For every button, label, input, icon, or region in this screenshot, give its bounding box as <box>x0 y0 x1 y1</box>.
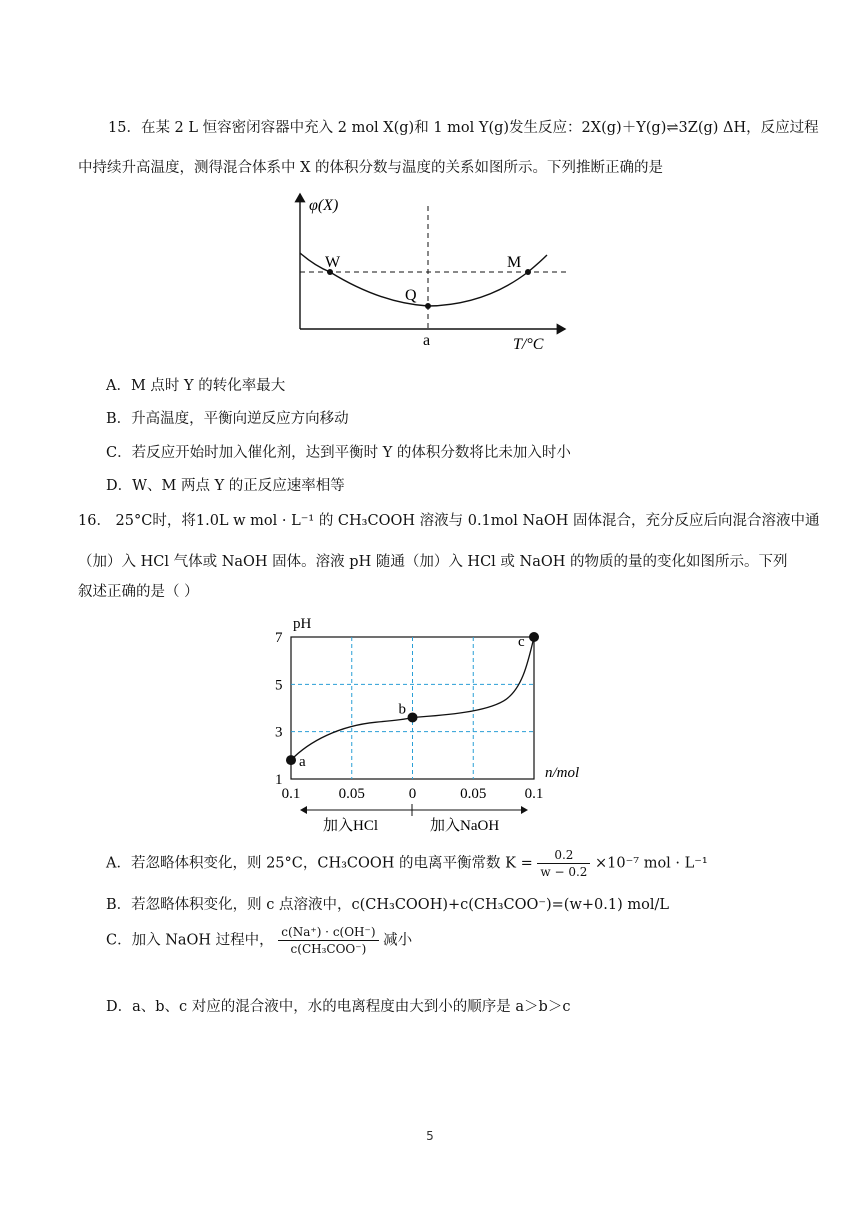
q16-ph-chart <box>265 612 595 837</box>
q16-xtick-2: 0 <box>408 786 417 802</box>
q15-option-a: A．M 点时 Y 的转化率最大 <box>106 378 286 394</box>
q16-ytick-5: 5 <box>275 677 283 694</box>
q16-option-b: B．若忽略体积变化，则 c 点溶液中，c(CH₃COOH)+c(CH₃COO⁻)=(w+0.1) mol/L <box>106 897 669 913</box>
q16-point-c <box>529 632 539 642</box>
q16-option-c-numerator: c(Na⁺) · c(OH⁻) <box>278 925 378 941</box>
q16-option-a-numerator: 0.2 <box>537 848 590 864</box>
q16-stem-line1: 16． 25°C时，将1.0L w mol · L⁻¹ 的 CH₃COOH 溶液与 0.1mol NaOH 固体混合，充分反应后向混合溶液中通 <box>78 513 820 529</box>
q15-option-d: D．W、M 两点 Y 的正反应速率相等 <box>106 478 345 494</box>
q16-curve <box>291 637 534 760</box>
q15-option-b: B．升高温度，平衡向逆反应方向移动 <box>106 411 349 427</box>
q16-option-a-text: A．若忽略体积变化，则 25°C，CH₃COOH 的电离平衡常数 K = <box>106 855 533 872</box>
q16-option-a-denominator: w − 0.2 <box>540 865 588 879</box>
q16-option-d: D．a、b、c 对应的混合液中，水的电离程度由大到小的顺序是 a＞b＞c <box>106 999 571 1015</box>
q16-ylabel: pH <box>293 616 312 632</box>
q16-option-c <box>106 925 412 956</box>
q15-label-q: Q <box>405 287 417 304</box>
q15-label-w: W <box>325 254 341 271</box>
q16-right-label: 加入NaOH <box>430 818 500 834</box>
q16-xlabel: n/mol <box>545 765 580 781</box>
q16-option-a <box>106 848 708 879</box>
q15-point-m <box>525 269 531 275</box>
q16-left-label: 加入HCl <box>323 818 379 834</box>
q16-ytick-7: 7 <box>275 630 283 646</box>
q16-point-label-c: c <box>518 634 525 650</box>
q15-label-m: M <box>507 254 522 271</box>
q15-stem-line2: 中持续升高温度，测得混合体系中 X 的体积分数与温度的关系如图所示。下列推断正确的是 <box>78 160 664 176</box>
q16-point-label-b: b <box>398 701 406 718</box>
q16-xtick-4: 0.1 <box>524 786 544 802</box>
q15-graph <box>285 188 575 353</box>
q16-ytick-3: 3 <box>275 724 283 741</box>
q16-option-c-text: C．加入 NaOH 过程中， <box>106 932 274 949</box>
q16-xtick-0: 0.1 <box>281 786 301 802</box>
q15-stem-line1: 15．在某 2 L 恒容密闭容器中充入 2 mol X(g)和 1 mol Y(g)发生反应：2X(g)＋Y(g)⇌3Z(g) ΔH，反应过程 <box>108 120 819 136</box>
q15-xmark-a: a <box>423 332 431 349</box>
q16-option-a-tail: ×10⁻⁷ mol · L⁻¹ <box>595 855 708 872</box>
q16-xtick-3: 0.05 <box>460 786 487 802</box>
q15-option-c: C．若反应开始时加入催化剂，达到平衡时 Y 的体积分数将比未加入时小 <box>106 445 571 461</box>
q16-option-c-denominator: c(CH₃COO⁻) <box>290 942 367 956</box>
q15-point-q <box>425 303 431 309</box>
q16-xtick-1: 0.05 <box>338 786 365 802</box>
q16-point-b <box>408 712 418 722</box>
q16-ytick-1: 1 <box>275 772 283 788</box>
q16-point-label-a: a <box>299 754 306 771</box>
q16-stem-line2: （加）入 HCl 气体或 NaOH 固体。溶液 pH 随通（加）入 HCl 或 NaOH 的物质的量的变化如图所示。下列 <box>78 554 788 570</box>
q16-point-a <box>286 755 296 765</box>
q15-xlabel: T/°C <box>513 336 544 353</box>
page-number: 5 <box>426 1129 434 1143</box>
q16-option-c-fraction <box>278 925 378 956</box>
q16-option-c-tail: 减小 <box>383 932 413 949</box>
q15-ylabel: φ(X) <box>309 197 339 214</box>
q16-option-a-fraction <box>537 848 590 879</box>
q16-stem-line3: 叙述正确的是（ ） <box>78 584 199 600</box>
